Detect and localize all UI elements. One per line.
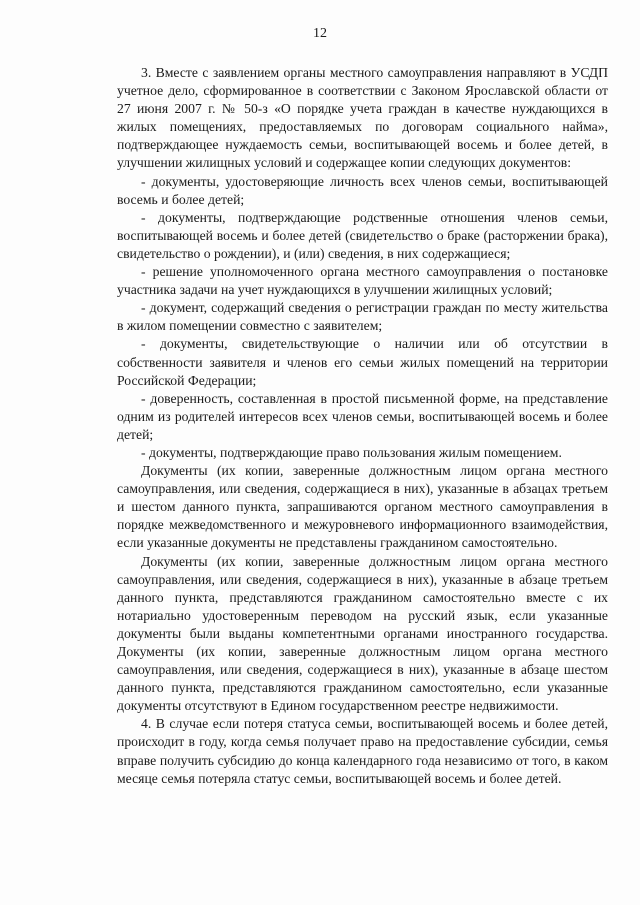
paragraph-interagency-request: Документы (их копии, заверенные должностным лицом органа местного самоуправления, или сведения, содержащиеся в них), указанные в абзацах третьем и шестом данного пункта, запрашиваются органом местного самоуправления в порядке межведомственного и межуровневого информационного взаимодействия, если указанные документы не представлены гражданином самостоятельно. — [117, 463, 608, 551]
list-item-residence-registration: - документ, содержащий сведения о регистрации граждан по месту жительства в жилом помещении совместно с заявителем; — [117, 300, 608, 334]
list-item-identity-documents: - документы, удостоверяющие личность всех членов семьи, воспитывающей восемь и более детей; — [117, 173, 608, 207]
list-item-housing-right-documents: - документы, подтверждающие право пользования жилым помещением. — [141, 444, 562, 460]
document-body — [117, 64, 608, 788]
paragraph-section-4: 4. В случае если потеря статуса семьи, воспитывающей восемь и более детей, происходит в году, когда семья получает право на предоставление субсидии, семья вправе получить субсидию до конца календарного года независимо от того, в каком месяце семья потеряла статус семьи, воспитывающей восемь и более детей. — [117, 716, 608, 786]
page-number: 12 — [313, 26, 327, 41]
list-item-property-documents: - документы, свидетельствующие о наличии или об отсутствии в собственности заявителя и членов его семьи жилых помещений на территории Российской Федерации; — [117, 336, 608, 388]
list-item-power-of-attorney: - доверенность, составленная в простой письменной форме, на представление одним из родителей интересов всех членов семьи, воспитывающей восемь и более детей; — [117, 390, 608, 442]
list-item-registration-decision: - решение уполномоченного органа местного самоуправления о постановке участника задачи на учет нуждающихся в улучшении жилищных условий; — [117, 264, 608, 298]
paragraph-self-submission: Документы (их копии, заверенные должностным лицом органа местного самоуправления, или сведения, содержащиеся в них), указанные в абзаце третьем данного пункта, представляются гражданином самостоятельно вместе с их нотариально удостоверенным переводом на русский язык, если указанные документы были выданы компетентными органами иностранного государства. Документы (их копии, заверенные должностным лицом органа местного самоуправления, или сведения, содержащиеся в них), указанные в абзаце шестом данного пункта, представляются гражданином самостоятельно, если указанные документы отсутствуют в Едином государственном реестре недвижимости. — [117, 553, 608, 714]
list-item-kinship-documents: - документы, подтверждающие родственные отношения членов семьи, воспитывающей восемь и более детей (свидетельство о браке (расторжении брака), свидетельство о рождении), и (или) сведения, в них содержащиеся; — [117, 209, 608, 261]
paragraph-section-3: 3. Вместе с заявлением органы местного самоуправления направляют в УСДП учетное дело, сформированное в соответствии с Законом Ярославской области от 27 июня 2007 г. № 50-з «О порядке учета граждан в качестве нуждающихся в жилых помещениях, предоставляемых по договорам социального найма», подтверждающее нуждаемость семьи, воспитывающей восемь и более детей, в улучшении жилищных условий и содержащее копии следующих документов: — [117, 65, 608, 171]
